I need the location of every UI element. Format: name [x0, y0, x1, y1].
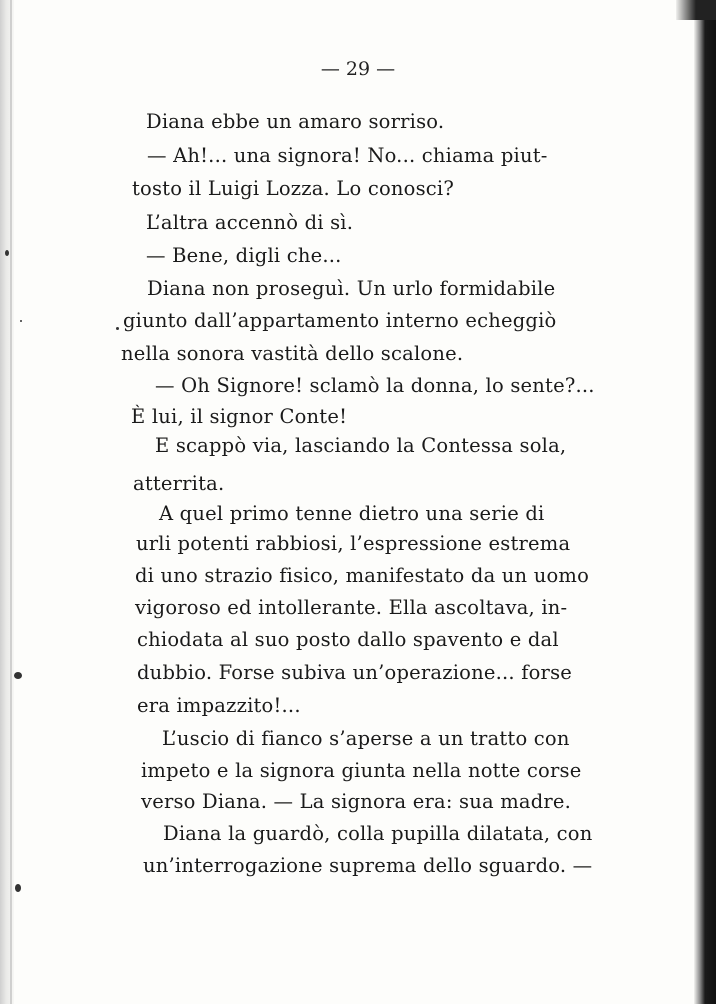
speck — [5, 250, 9, 256]
text-line: Diana ebbe un amaro sorriso. — [146, 110, 445, 133]
text-line: impeto e la signora giunta nella notte corse — [141, 759, 582, 782]
text-line: vigoroso ed intollerante. Ella ascoltava, in- — [135, 596, 568, 619]
scan-dark-edge — [694, 0, 716, 1004]
page-number: — 29 — — [320, 58, 396, 80]
text-line: nella sonora vastità dello scalone. — [121, 342, 464, 365]
text-line: giunto dall’appartamento interno echeggiò — [123, 309, 557, 332]
text-line: urli potenti rabbiosi, l’espressione estrema — [136, 532, 571, 555]
text-line: verso Diana. — La signora era: sua madre. — [141, 790, 572, 813]
text-line: di uno strazio fisico, manifestato da un uomo — [135, 564, 590, 587]
text-line: — Ah!... una signora! No... chiama piut- — [147, 144, 548, 167]
text-line: A quel primo tenne dietro una serie di — [159, 502, 545, 525]
scan-dark-corner — [676, 0, 716, 20]
text-line: atterrita. — [133, 472, 225, 495]
text-line: era impazzito!... — [137, 694, 301, 717]
speck — [15, 884, 21, 892]
text-line: Diana la guardò, colla pupilla dilatata, con — [163, 822, 593, 845]
speck — [20, 320, 22, 322]
text-line: E scappò via, lasciando la Contessa sola, — [155, 434, 567, 457]
text-line: dubbio. Forse subiva un’operazione... forse — [137, 661, 573, 684]
speck — [14, 672, 22, 679]
text-line: È lui, il signor Conte! — [131, 405, 348, 428]
text-line: — Bene, digli che... — [146, 244, 342, 267]
text-line: tosto il Luigi Lozza. Lo conosci? — [132, 177, 455, 200]
text-line: — Oh Signore! sclamò la donna, lo sente?... — [155, 374, 595, 397]
binding-line — [10, 0, 12, 1004]
text-line: L’altra accennò di sì. — [146, 211, 354, 234]
text-line: chiodata al suo posto dallo spavento e dal — [137, 628, 559, 651]
text-line: Diana non proseguì. Un urlo formidabile — [147, 277, 556, 300]
speck — [116, 327, 119, 330]
text-line: L’uscio di fianco s’aperse a un tratto con — [162, 727, 570, 750]
text-line: un’interrogazione suprema dello sguardo. — — [143, 854, 593, 877]
